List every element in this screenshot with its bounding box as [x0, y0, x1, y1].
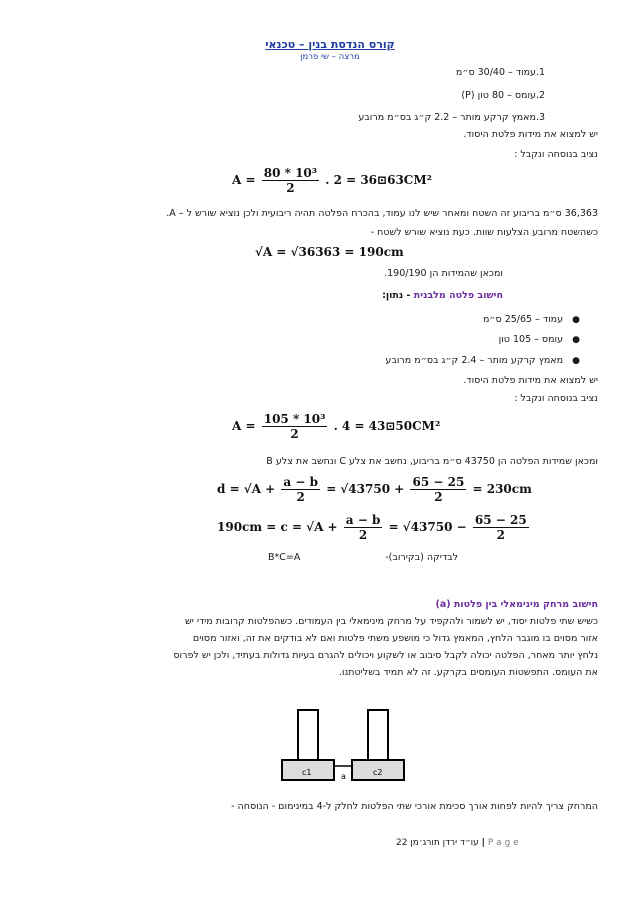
section-heading	[382, 289, 503, 302]
find-instruction: יש למצוא את מידות פלטת היסוד.	[463, 375, 598, 386]
fraction	[473, 513, 529, 542]
heading-given: - נתון:	[382, 290, 411, 301]
denominator: 2	[358, 528, 368, 542]
fraction	[262, 412, 328, 441]
formula-result: = 230cm	[472, 482, 532, 496]
denominator: 2	[496, 528, 505, 542]
section-heading	[435, 598, 598, 611]
substitute-instruction: נציב בנוסחה ונקבל :	[514, 393, 598, 404]
author-name: עו״ד ירדן תורג׳מן	[410, 838, 479, 848]
list-text: עמוד – 25/65 ס״מ	[482, 314, 564, 325]
explanation-text: כשהשטח מרובע הצלעות שוות. כעת נוציא שורש לשטח -	[370, 227, 598, 238]
explanation-text: 36,363 ס״מ בריבוע זה השטח ומאחר שיש לנו עמוד, בהכרח הפלטה תהיה ריבועית ולכן נוציא שורש ל – A.	[166, 208, 598, 219]
heading-word: חישוב	[572, 599, 598, 610]
explanation-text: ומכאן שמידות הפלטה הן 43750 ס״מ בריבוע, נחשב את צלע C ונחשב את צלע B	[266, 456, 598, 467]
check-value: B*C=A	[268, 552, 301, 563]
numerator: 65 − 25	[412, 475, 465, 489]
fraction	[410, 475, 466, 504]
heading-topic: פלטה מלבנית	[413, 290, 475, 301]
list-text: מאמץ קרקע מותר – 2.4 ק״ג בס״מ מרובע	[385, 355, 564, 366]
list-item	[499, 333, 580, 347]
page-label: P a g e	[487, 838, 519, 848]
list-number: 3.	[536, 112, 546, 123]
label-c1: c1	[302, 768, 312, 777]
substitute-instruction: נציב בנוסחה ונקבל :	[514, 149, 598, 160]
numerator: a − b	[283, 475, 318, 489]
result-text: ומכאן שהמידות הן 190/190.	[384, 268, 503, 279]
paragraph-line: את העומס. התפשטות העומסים בקרקע. זה לא תמיד בשליטתנו.	[338, 667, 598, 678]
area-formula-1	[232, 166, 432, 195]
formula-result: . 4 = 43⊡50CM²	[333, 419, 441, 433]
denominator: 2	[290, 427, 299, 441]
column-right	[368, 710, 388, 762]
fraction	[281, 475, 320, 504]
formula-middle: = √43750 +	[326, 482, 405, 496]
page-footer	[396, 838, 519, 848]
formula-lhs: d = √A +	[217, 482, 276, 496]
list-item	[385, 354, 580, 368]
formula-result: . 2 = 36⊡63CM²	[325, 173, 432, 187]
bullet-icon: ●	[572, 315, 580, 325]
check-label: לבדיקה (בקירוב)-	[385, 552, 458, 563]
list-item	[461, 89, 558, 102]
label-a: a	[341, 772, 346, 781]
formula-lhs: A =	[232, 173, 256, 187]
list-number: 1.	[536, 67, 546, 78]
sqrt-formula: √A = √36363 = 190cm	[255, 245, 404, 259]
area-formula-2	[232, 412, 440, 441]
fraction	[344, 513, 383, 542]
formula-middle: = √43750 −	[388, 520, 467, 534]
heading-topic: מרחק מינימאלי בין פלטות	[453, 599, 570, 610]
list-item	[483, 313, 580, 327]
list-number: 2.	[536, 90, 546, 101]
lecturer-subtitle: מרצה – שי פרמן	[300, 52, 360, 62]
paragraph	[33, 613, 598, 681]
heading-word: חישוב	[477, 290, 503, 301]
fraction	[262, 166, 319, 195]
denominator: 2	[434, 490, 443, 504]
side-d-formula	[217, 475, 532, 504]
bullet-icon: ●	[572, 335, 580, 345]
heading-symbol: (a)	[435, 599, 451, 610]
find-instruction: יש למצוא את מידות פלטת היסוד.	[463, 129, 598, 140]
denominator: 2	[296, 490, 305, 504]
page-title: קורס הנדסת בנין – טכנאי	[265, 38, 395, 51]
list-text: עמוד – 30/40 ס״מ	[455, 67, 536, 78]
numerator: a − b	[345, 513, 381, 527]
list-text: עומס – 80 טון (P)	[461, 90, 536, 101]
page-number: 22	[396, 838, 408, 848]
paragraph-line: כשיש שתי פלטות יסוד, יש לשמור ולהקפיד על מרחק מינימאלי בין העמודים. כשהפלטות קרובות מידי יש	[185, 616, 598, 627]
numerator: 105 * 10³	[263, 412, 326, 426]
rule-text: המרחק צריך להיות לפחות אורך סכימת אורכי שתי הפלטות לחלק ל-4 במינימום - הנוסחה -	[231, 801, 598, 812]
list-item	[358, 111, 558, 124]
list-item	[456, 66, 558, 79]
column-left	[298, 710, 318, 762]
list-text: מאמץ קרקע מותר – 2.2 ק״ג בס״מ מרובע	[358, 112, 536, 123]
numerator: 80 * 10³	[263, 166, 318, 180]
side-c-formula	[217, 513, 531, 542]
denominator: 2	[286, 181, 295, 195]
separator: |	[481, 838, 485, 848]
formula-lhs: A =	[232, 419, 256, 433]
label-c2: c2	[373, 768, 383, 777]
paragraph-line: אזור מסוים בו מוגבר הלחץ, המאמץ גדול כי מושפע משתי פלטות ואם לא בודקים את זה, ואזור מסוים	[192, 633, 598, 644]
paragraph-line: נלחץ יותר מאחר, הפלטה יכולה לקבל סיבוב או לשקוע ויכולים להגרם בעיות גדולות בעתיד, ולכן יש לפרוס	[173, 650, 598, 661]
bullet-icon: ●	[572, 356, 580, 366]
list-text: עומס – 105 טון	[498, 334, 564, 345]
formula-lhs: 190cm = c = √A +	[217, 520, 338, 534]
footing-diagram	[270, 705, 420, 785]
numerator: 65 − 25	[474, 513, 527, 527]
